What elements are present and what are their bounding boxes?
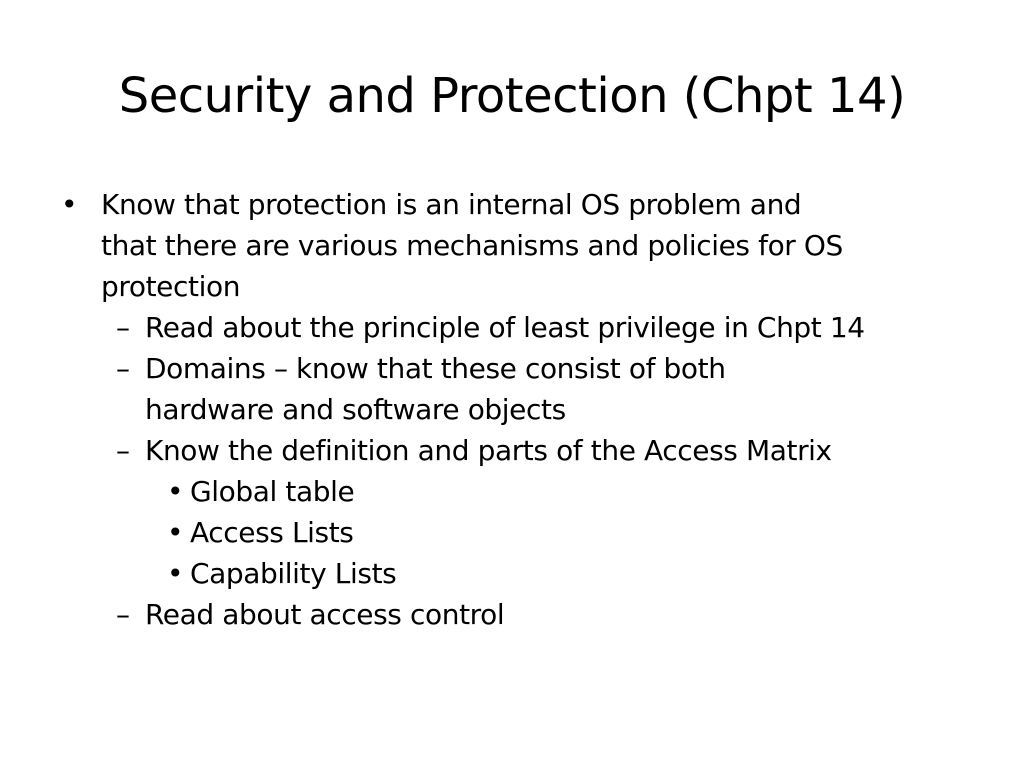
subbullet-item-domains xyxy=(56,348,986,430)
subsubbullet-item-access-lists xyxy=(56,512,986,553)
bullet-text-line: Know the definition and parts of the Access Matrix xyxy=(145,434,832,467)
bullet-list xyxy=(56,184,986,635)
bullet-text-line: Domains – know that these consist of both xyxy=(145,352,726,385)
slide-title: Security and Protection (Chpt 14) xyxy=(118,68,906,124)
bullet-text-line: Access Lists xyxy=(190,516,354,549)
bullet-text-line: Read about the principle of least privilege in Chpt 14 xyxy=(145,311,865,344)
dash-marker: – xyxy=(116,598,130,631)
bullet-text-line: Know that protection is an internal OS problem and xyxy=(101,188,802,221)
bullet-text-line: hardware and software objects xyxy=(145,393,566,426)
bullet-marker: • xyxy=(167,516,184,549)
subsubbullet-item-global-table xyxy=(56,471,986,512)
bullet-text-line: Global table xyxy=(190,475,355,508)
bullet-marker: • xyxy=(167,475,184,508)
bullet-text-line: protection xyxy=(101,270,241,303)
bullet-text-line: Read about access control xyxy=(145,598,505,631)
bullet-marker: • xyxy=(167,557,184,590)
dash-marker: – xyxy=(116,311,130,344)
bullet-text-line: Capability Lists xyxy=(190,557,397,590)
subsubbullet-item-capability-lists xyxy=(56,553,986,594)
subbullet-item-least-privilege xyxy=(56,307,986,348)
bullet-item-protection xyxy=(56,184,986,307)
dash-marker: – xyxy=(116,352,130,385)
bullet-text-line: that there are various mechanisms and policies for OS xyxy=(101,229,843,262)
subbullet-item-access-matrix xyxy=(56,430,986,471)
dash-marker: – xyxy=(116,434,130,467)
bullet-marker: • xyxy=(61,188,78,221)
subbullet-item-access-control xyxy=(56,594,986,635)
